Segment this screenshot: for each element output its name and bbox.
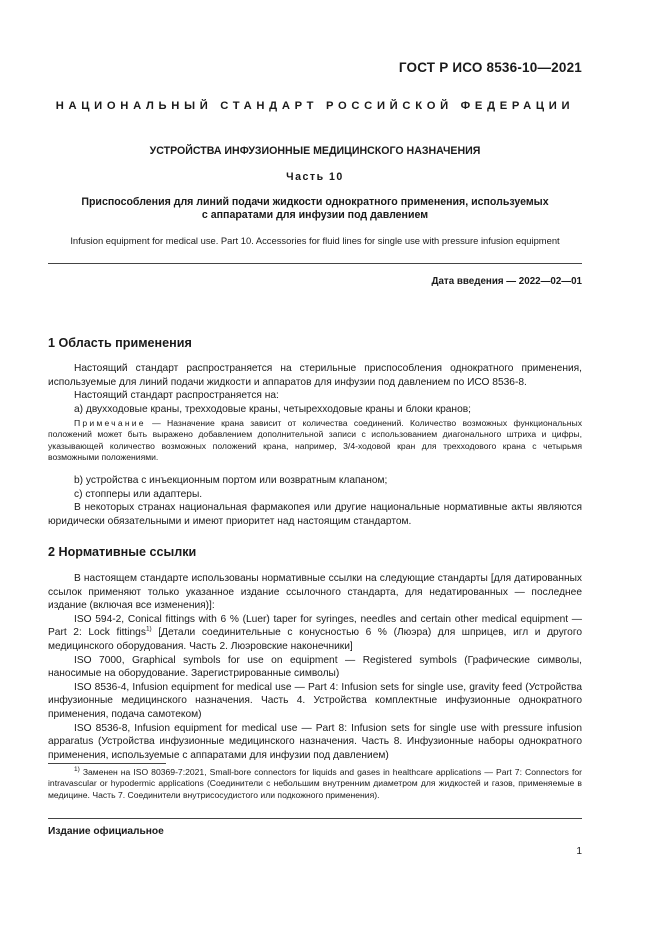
reference-text: [Детали соединительные с конусностью 6 % (Люэра) для шприцев, игл и другого медицинского оборудования. Часть 2. Люэровские наконечники] <box>48 627 582 652</box>
list-item: b) устройства с инъекционным портом или возвратным клапаном; <box>74 475 388 486</box>
document-code: ГОСТ Р ИСО 8536-10—2021 <box>398 60 582 75</box>
subtitle-line: Приспособления для линий подачи жидкости однократного применения, используемых <box>81 196 549 208</box>
reference-item: ISO 8536-8, Infusion equipment for medical use — Part 8: Infusion sets for single use with pressure infusion apparatus (Устройства инфузионные медицинского назначения. Часть 8. Инфузионные наборы однократного применения, используемые с аппаратами для инфузии под давлением) <box>48 722 582 761</box>
introduction-date: Дата введения — 2022—02—01 <box>431 276 582 287</box>
document-title: УСТРОЙСТВА ИНФУЗИОННЫЕ МЕДИЦИНСКОГО НАЗНАЧЕНИЯ <box>149 145 481 157</box>
reference-item: ISO 7000, Graphical symbols for use on equipment — Registered symbols (Графические символы, наносимые на оборудование. Зарегистрированные символы) <box>48 654 582 680</box>
section-scope-body-continued <box>48 474 582 528</box>
footnote-text: Заменен на ISO 80369-7:2021, Small-bore connectors for liquids and gases in healthcare applications — Part 7: Connectors for intravascular or hypodermic applications (Соединители с небольшим внутренним диаметром для жидкостей и газов, применяемые в медицине. Часть 7. Соединители внутрисосудистого или подкожного применения). <box>48 767 582 800</box>
page-number: 1 <box>576 846 582 857</box>
paragraph: Настоящий стандарт распространяется на стерильные приспособления однократного применения, используемые для линий подачи жидкости и аппаратов для инфузии под давлением по ИСО 8536-8. <box>48 363 582 388</box>
footnote <box>48 767 582 801</box>
paragraph: В настоящем стандарте использованы нормативные ссылки на следующие стандарты [для датированных ссылок применяют только указанное издание ссылочного стандарта, для недатированных — последнее издание (включая все изменения)]: <box>48 573 582 612</box>
reference-item <box>48 613 582 654</box>
list-item: а) двухходовые краны, трехходовые краны, четырехходовые краны и блоки кранов; <box>74 403 471 415</box>
note <box>48 418 582 464</box>
footnote-mark: 1) <box>74 766 80 774</box>
list-item: с) стопперы или адаптеры. <box>74 488 203 500</box>
section-scope-body <box>48 362 582 416</box>
reference-item: ISO 8536-4, Infusion equipment for medical use — Part 4: Infusion sets for single use, gravity feed (Устройства инфузионные медицинского назначения. Часть 4. Устройства комплектные инфузионные однократного применения, подача самотеком) <box>48 681 582 720</box>
document-part: Часть 10 <box>286 171 344 183</box>
national-standard-banner: НАЦИОНАЛЬНЫЙ СТАНДАРТ РОССИЙСКОЙ ФЕДЕРАЦИИ <box>55 100 575 112</box>
edition-label: Издание официальное <box>48 826 164 837</box>
section-references-body <box>48 572 582 762</box>
reference-text: ISO 594-2, Conical fittings with 6 % (Luer) taper for syringes, needles and certain other medical equipment — Part 2: Lock fittings <box>48 613 582 639</box>
footer-divider <box>48 818 582 819</box>
paragraph: Настоящий стандарт распространяется на: <box>74 390 279 402</box>
header-divider <box>48 263 582 264</box>
section-heading-scope: 1 Область применения <box>48 336 192 350</box>
footnote-divider <box>48 763 166 764</box>
footnote-ref[interactable]: 1) <box>145 625 152 633</box>
document-subtitle <box>48 196 582 222</box>
english-title: Infusion equipment for medical use. Part 10. Accessories for fluid lines for single use with pressure infusion equipment <box>70 235 560 246</box>
note-text: — Назначение крана зависит от количества соединений. Количество возможных функциональных положений может быть выражено добавлением дополнительной записи с использованием диагонального штриха и цифры, указывающей количество возможных положений крана, например, 3/4-ходовой кран для трехходового крана с четырьмя возможными положениями. <box>48 418 582 463</box>
section-heading-references: 2 Нормативные ссылки <box>48 545 197 559</box>
note-label: Примечание <box>74 418 146 428</box>
subtitle-line: с аппаратами для инфузии под давлением <box>201 209 429 221</box>
paragraph: В некоторых странах национальная фармакопея или другие национальные нормативные акты являются юридически обязательными и имеют приоритет над настоящим стандартом. <box>48 502 582 527</box>
